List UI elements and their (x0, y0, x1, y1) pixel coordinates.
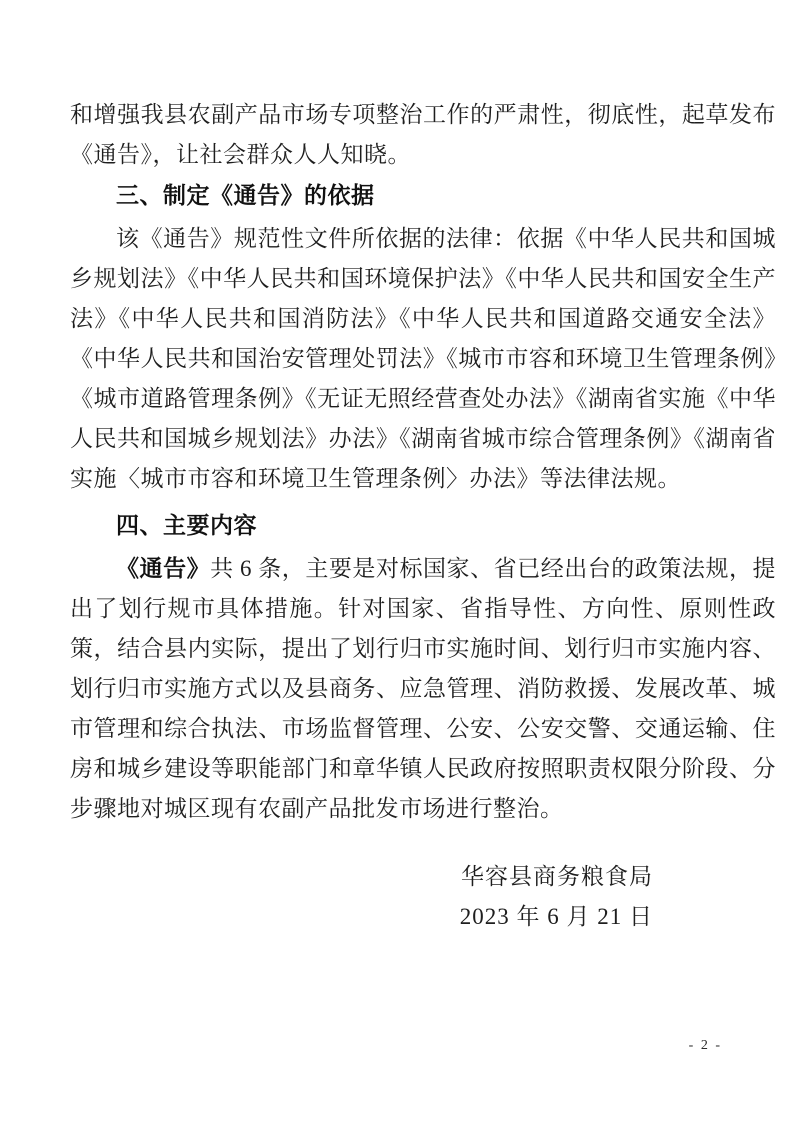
section-4-paragraph (70, 549, 776, 829)
section-3-paragraph: 该《通告》规范性文件所依据的法律：依据《中华人民共和国城乡规划法》《中华人民共和国环境保护法》《中华人民共和国安全生产法》《中华人民共和国消防法》《中华人民共和国道路交通安全法》《中华人民共和国治安管理处罚法》《城市市容和环境卫生管理条例》《城市道路管理条例》《无证无照经营查处办法》《湖南省实施《中华人民共和国城乡规划法》办法》《湖南省城市综合管理条例》《湖南省实施〈城市市容和环境卫生管理条例〉办法》等法律法规。 (70, 226, 776, 491)
section-3-heading: 三、制定《通告》的依据 (116, 182, 375, 208)
section-4-paragraph-text: 共 6 条，主要是对标国家、省已经出台的政策法规，提出了划行规市具体措施。针对国家、省指导性、方向性、原则性政策，结合县内实际，提出了划行归市实施时间、划行归市实施内容、划行归市实施方式以及县商务、应急管理、消防救援、发展改革、城市管理和综合执法、市场监督管理、公安、公安交警、交通运输、住房和城乡建设等职能部门和章华镇人民政府按照职责权限分阶段、分步骤地对城区现有农副产品批发市场进行整治。 (70, 556, 777, 821)
signature-block (70, 857, 776, 937)
document-content (70, 95, 776, 937)
page-number: - 2 - (688, 1038, 722, 1053)
signature-date: 2023 年 6 月 21 日 (459, 904, 653, 929)
notice-title-bold: 《通告》 (116, 556, 211, 581)
paragraph-continuation: 和增强我县农副产品市场专项整治工作的严肃性，彻底性，起草发布《通告》，让社会群众人人知晓。 (70, 102, 776, 167)
signature-organization: 华容县商务粮食局 (461, 864, 653, 889)
section-4-heading: 四、主要内容 (116, 512, 257, 538)
